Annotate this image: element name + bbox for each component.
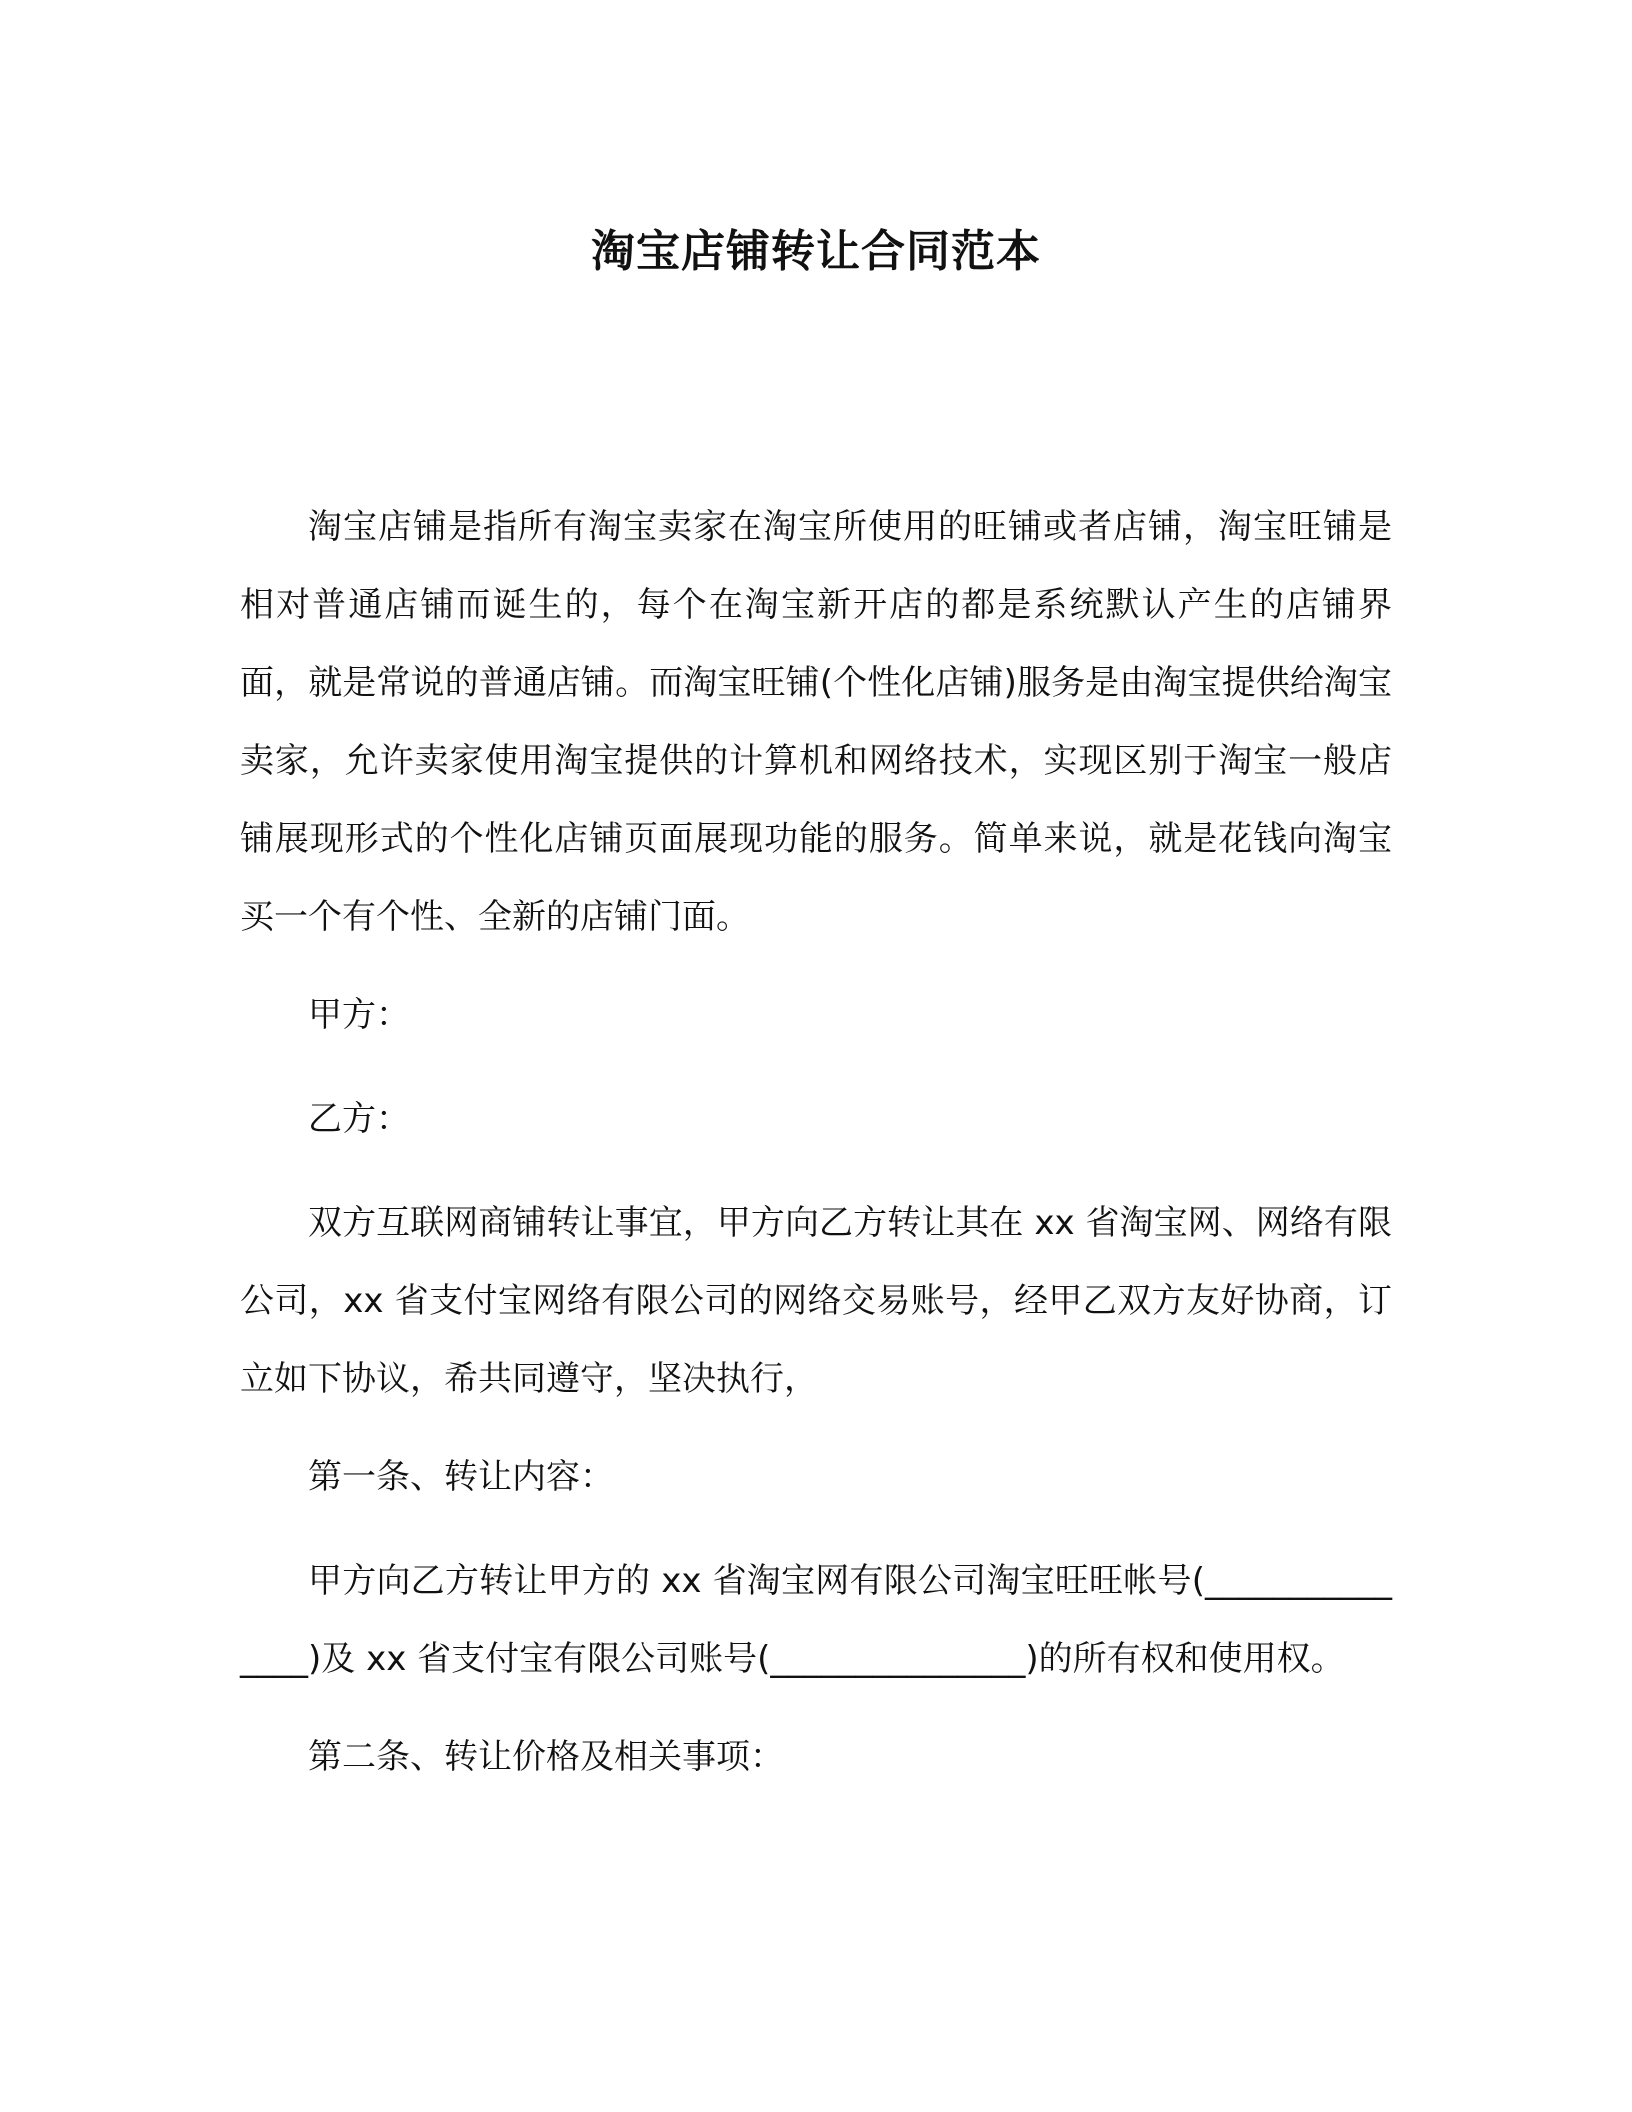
document-body — [240, 488, 1392, 1822]
article-1-content: 甲方向乙方转让甲方的 xx 省淘宝网有限公司淘宝旺旺帐号(_______________)及 xx 省支付宝有限公司账号(_______________)的所有权和使用权。 — [240, 1561, 1392, 1679]
party-b-line: 乙方： — [308, 1099, 410, 1139]
party-a-line: 甲方： — [308, 995, 410, 1035]
agreement-preamble: 双方互联网商铺转让事宜，甲方向乙方转让其在 xx 省淘宝网、网络有限公司，xx 省支付宝网络有限公司的网络交易账号，经甲乙双方友好协商，订立如下协议，希共同遵守，坚决执行， — [240, 1203, 1392, 1399]
document-title: 淘宝店铺转让合同范本 — [591, 226, 1041, 277]
article-2-heading: 第二条、转让价格及相关事项： — [308, 1737, 784, 1777]
intro-paragraph: 淘宝店铺是指所有淘宝卖家在淘宝所使用的旺铺或者店铺，淘宝旺铺是相对普通店铺而诞生的，每个在淘宝新开店的都是系统默认产生的店铺界面，就是常说的普通店铺。而淘宝旺铺(个性化店铺)服务是由淘宝提供给淘宝卖家，允许卖家使用淘宝提供的计算机和网络技术，实现区别于淘宝一般店铺展现形式的个性化店铺页面展现功能的服务。简单来说，就是花钱向淘宝买一个有个性、全新的店铺门面。 — [240, 507, 1392, 937]
article-1-heading: 第一条、转让内容： — [308, 1457, 614, 1497]
